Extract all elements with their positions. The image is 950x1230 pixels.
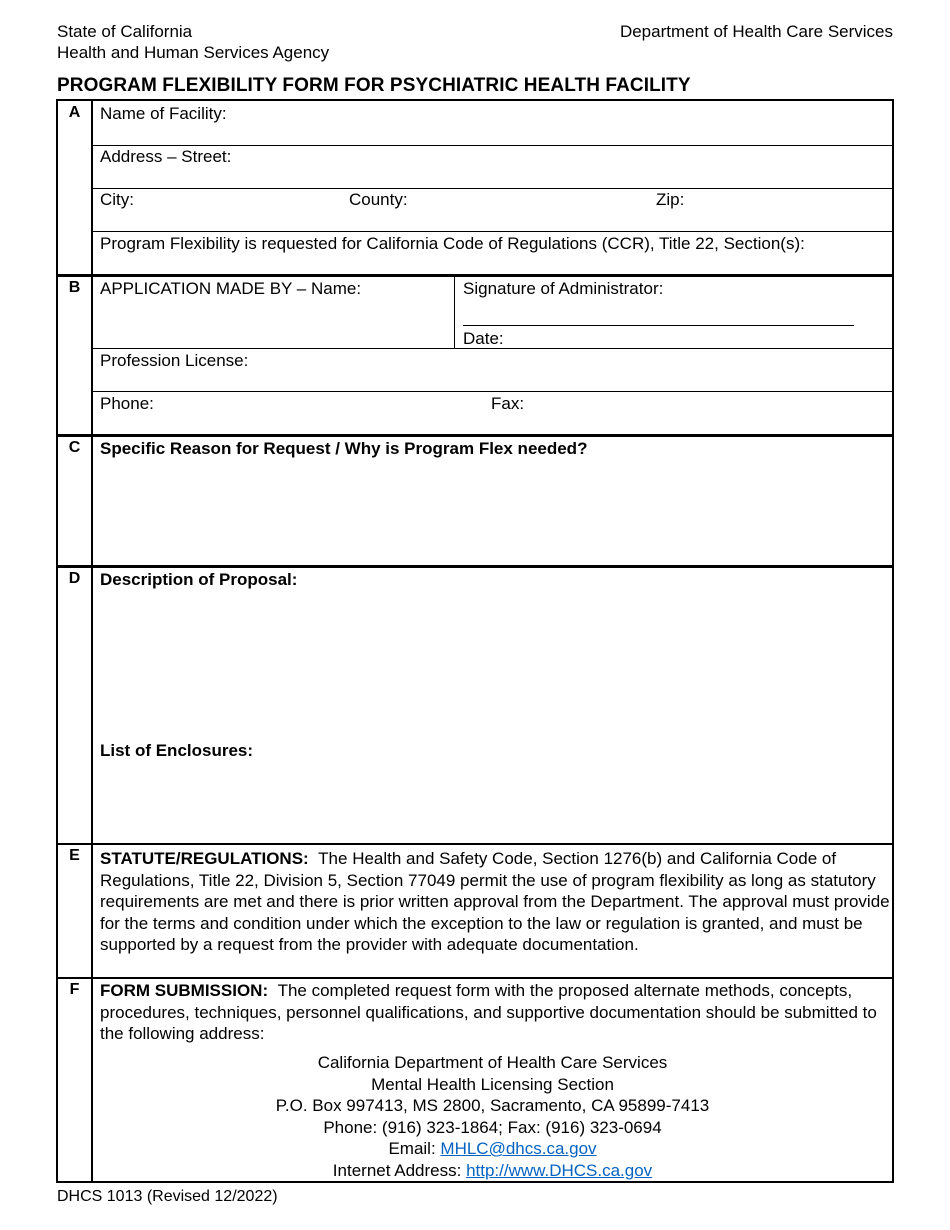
address-line-1: California Department of Health Care Services — [317, 1053, 668, 1072]
section-letter-d: D — [68, 570, 81, 587]
web-label: Internet Address: — [332, 1160, 462, 1180]
section-letter-a: A — [68, 104, 81, 121]
agency-name: Health and Human Services Agency — [57, 43, 330, 62]
applicant-name-field[interactable]: APPLICATION MADE BY – Name: — [100, 279, 362, 298]
department-name: Department of Health Care Services — [619, 22, 893, 41]
letter-column-divider — [91, 99, 93, 1183]
address-line-4: Phone: (916) 323-1864; Fax: (916) 323-0694 — [323, 1117, 662, 1137]
facility-name-field[interactable]: Name of Facility: — [100, 104, 227, 123]
proposal-description-field[interactable]: Description of Proposal: — [100, 570, 298, 589]
table-top-border — [56, 99, 894, 101]
mailing-address — [93, 1052, 892, 1181]
divider-a-b — [56, 274, 894, 277]
row-line — [92, 188, 893, 189]
email-label: Email: — [388, 1139, 436, 1158]
row-line — [92, 231, 893, 232]
date-field[interactable]: Date: — [463, 329, 504, 348]
column-line — [454, 276, 455, 348]
form-submission-text — [100, 980, 890, 1045]
section-letter-b: B — [68, 279, 81, 296]
divider-c-d — [56, 565, 894, 568]
email-line — [93, 1138, 892, 1160]
address-line-3: P.O. Box 997413, MS 2800, Sacramento, CA 95899-7413 — [275, 1096, 710, 1115]
row-line — [92, 391, 893, 392]
table-left-border — [56, 99, 58, 1183]
administrator-signature-field[interactable]: Signature of Administrator: — [463, 279, 664, 298]
website-link[interactable]: http://www.DHCS.ca.gov — [466, 1160, 653, 1180]
web-line — [93, 1160, 892, 1182]
county-field[interactable]: County: — [349, 190, 408, 209]
signature-line — [463, 325, 854, 326]
state-name: State of California — [57, 22, 193, 41]
divider-d-e — [56, 843, 894, 845]
section-letter-e: E — [69, 847, 80, 864]
address-line-2: Mental Health Licensing Section — [371, 1074, 614, 1094]
enclosures-list-field[interactable]: List of Enclosures: — [100, 741, 254, 760]
submission-body: The completed request form with the proposed alternate methods, concepts, procedures, techniques, personnel qualifications, and supportive documentation should be submitted to the following address: — [100, 981, 877, 1043]
phone-field[interactable]: Phone: — [100, 394, 154, 413]
table-bottom-border — [56, 1181, 894, 1183]
form-title: PROGRAM FLEXIBILITY FORM FOR PSYCHIATRIC HEALTH FACILITY — [57, 75, 691, 96]
submission-heading: FORM SUBMISSION: — [100, 981, 269, 1000]
ccr-sections-field[interactable]: Program Flexibility is requested for California Code of Regulations (CCR), Title 22, Section(s): — [100, 234, 805, 253]
statute-heading: STATUTE/REGULATIONS: — [100, 849, 309, 868]
divider-e-f — [56, 977, 894, 979]
email-link[interactable]: MHLC@dhcs.ca.gov — [440, 1139, 597, 1158]
section-letter-c: C — [68, 439, 81, 456]
reason-for-request-field[interactable]: Specific Reason for Request / Why is Program Flex needed? — [100, 439, 588, 458]
street-address-field[interactable]: Address – Street: — [100, 147, 232, 166]
profession-license-field[interactable]: Profession License: — [100, 351, 249, 370]
divider-b-c — [56, 434, 894, 437]
statute-body: The Health and Safety Code, Section 1276(b) and California Code of Regulations, Title 22, Division 5, Section 77049 permit the use of program flexibility as long as statutory requirements are met and there is prior written approval from the Department. The approval must provide for the terms and condition under which the exception to the law or regulation is granted, and must be supported by a request from the provider with adequate documentation. — [100, 849, 890, 954]
statute-regulations-text — [100, 848, 890, 956]
form-number-footer: DHCS 1013 (Revised 12/2022) — [57, 1188, 278, 1205]
city-field[interactable]: City: — [100, 190, 134, 209]
table-right-border — [892, 99, 894, 1183]
section-letter-f: F — [69, 981, 80, 998]
fax-field[interactable]: Fax: — [491, 394, 525, 413]
zip-field[interactable]: Zip: — [656, 190, 685, 209]
